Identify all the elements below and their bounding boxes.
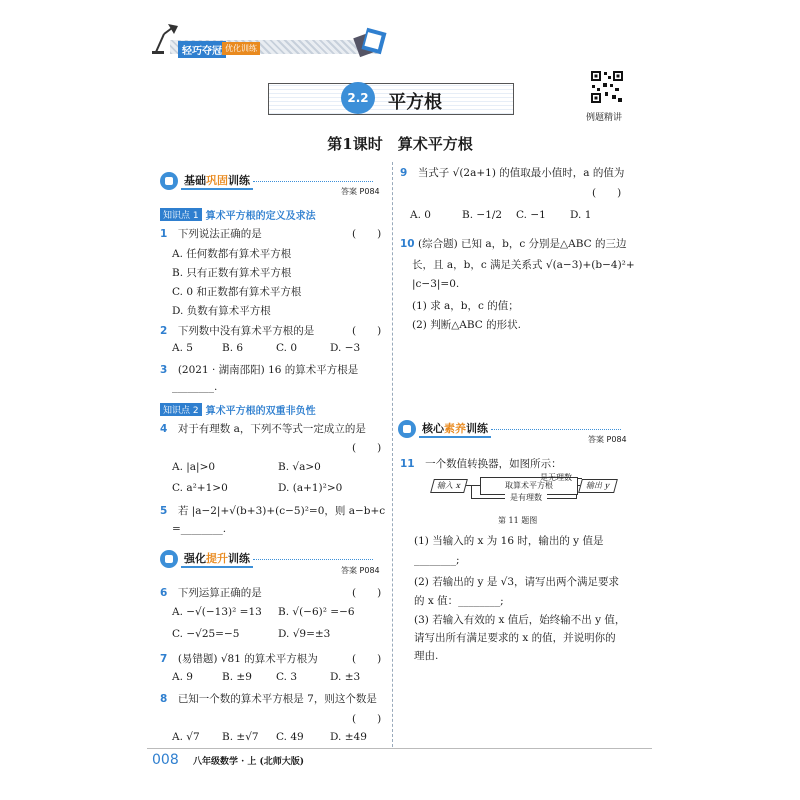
option: A. 9	[172, 671, 193, 683]
option: B. √(−6)² =−6	[278, 606, 355, 618]
section-number: 2.2	[341, 82, 375, 114]
answer-paren[interactable]: ( )	[592, 187, 622, 199]
option: D. √9=±3	[278, 628, 331, 640]
answer-ref-core: 答案 P084	[588, 435, 627, 444]
books-icon	[352, 24, 390, 58]
question-5: 5 若 |a−2|+√(b+3)+(c−5)²=0，则 a−b+c	[160, 505, 386, 517]
lesson-title: 第1课时 算术平方根	[327, 135, 473, 153]
answer-blank[interactable]: 的 x 值：________;	[414, 595, 504, 607]
option: A. −√(−13)² =13	[172, 606, 262, 618]
option: B. 6	[222, 342, 244, 354]
option: C. 49	[276, 731, 304, 743]
question-2: 2 下列数中没有算术平方根的是	[160, 325, 315, 337]
option: C. −√25=−5	[172, 628, 240, 640]
question-4: 4 对于有理数 a，下列不等式一定成立的是	[160, 423, 366, 435]
question-10-line: |c−3|=0.	[412, 278, 460, 290]
book-title: 八年级数学 · 上 (北师大版)	[193, 757, 305, 767]
answer-ref-basic: 答案 P084	[341, 187, 380, 196]
answer-blank[interactable]: ________.	[172, 381, 218, 393]
question-10-line: (1) 求 a，b，c 的值；	[412, 300, 519, 312]
answer-paren[interactable]: ( )	[352, 442, 382, 454]
section-core-icon	[398, 420, 416, 438]
answer-paren[interactable]: ( )	[352, 587, 382, 599]
flow-calc: 取算术平方根	[480, 477, 578, 495]
answer-paren[interactable]: ( )	[352, 653, 382, 665]
flow-rational: 是有理数	[505, 492, 547, 504]
qr-caption: 例题精讲	[586, 113, 623, 123]
option: A. 任何数都有算术平方根	[172, 248, 292, 260]
page-number: 008	[152, 752, 179, 768]
answer-paren[interactable]: ( )	[352, 228, 382, 240]
question-3: 3 (2021 · 湖南邵阳) 16 的算术平方根是	[160, 364, 359, 376]
question-10-line: 长，且 a，b，c 满足关系式 √(a−3)+(b−4)²+	[412, 259, 635, 271]
question-1: 1 下列说法正确的是	[160, 228, 262, 240]
option: B. ±√7	[222, 731, 259, 743]
option: D. (a+1)²>0	[278, 482, 343, 494]
answer-ref-improve: 答案 P084	[341, 566, 380, 575]
question-9: 9 当式子 √(2a+1) 的值取最小值时，a 的值为	[400, 167, 625, 179]
qr-code-icon[interactable]	[590, 70, 624, 104]
option: D. ±49	[330, 731, 367, 743]
section-improve: 强化提升训练	[160, 548, 373, 570]
option: A. 0	[410, 209, 431, 221]
section-improve-icon	[160, 550, 178, 568]
section-basic: 基础巩固训练	[160, 170, 373, 192]
option: A. |a|>0	[172, 461, 216, 473]
answer-blank[interactable]: ________;	[414, 554, 460, 566]
option: B. 只有正数有算术平方根	[172, 267, 292, 279]
brand-logo: 轻巧夺冠	[178, 41, 226, 58]
option: C. 0 和正数都有算术平方根	[172, 286, 302, 298]
question-11-line: 请写出所有满足要求的 x 的值，并说明你的	[414, 632, 616, 644]
knowledge-point-1: 知识点 1 算术平方根的定义及求法	[160, 207, 316, 222]
question-10: 10 (综合题) 已知 a，b，c 分别是△ABC 的三边	[400, 238, 627, 250]
knowledge-point-2: 知识点 2 算术平方根的双重非负性	[160, 402, 316, 417]
question-6: 6 下列运算正确的是	[160, 587, 262, 599]
brand-sub: 优化训练	[222, 42, 260, 55]
answer-paren[interactable]: ( )	[352, 325, 382, 337]
option: B. ±9	[222, 671, 252, 683]
option: A. 5	[172, 342, 193, 354]
flow-output: 输出 y	[578, 479, 618, 493]
option: C. 3	[276, 671, 298, 683]
section-basic-icon	[160, 172, 178, 190]
question-11-line: 理由.	[414, 650, 439, 662]
page-title: 平方根	[388, 92, 442, 113]
answer-blank[interactable]: =________.	[172, 523, 227, 535]
figure-caption: 第 11 题图	[498, 516, 538, 525]
flow-input: 输入 x	[430, 479, 468, 493]
option: D. −3	[330, 342, 361, 354]
question-11-line: (2) 若输出的 y 是 √3，请写出两个满足要求	[414, 576, 620, 588]
question-11-line: (3) 若输入有效的 x 值后，始终输不出 y 值，	[414, 614, 626, 626]
column-divider	[392, 162, 393, 747]
option: D. ±3	[330, 671, 361, 683]
option: B. √a>0	[278, 461, 321, 473]
section-core: 核心素养训练	[398, 418, 621, 440]
question-11-line: (1) 当输入的 x 为 16 时，输出的 y 值是	[414, 535, 604, 547]
option: D. 1	[570, 209, 592, 221]
option: C. a²+1>0	[172, 482, 228, 494]
option: C. 0	[276, 342, 298, 354]
flow-irrational: 是无理数	[540, 473, 572, 482]
question-11: 11 一个数值转换器，如图所示：	[400, 458, 562, 470]
option: A. √7	[172, 731, 200, 743]
option: D. 负数有算术平方根	[172, 305, 271, 317]
question-10-line: (2) 判断△ABC 的形状.	[412, 319, 521, 331]
footer-rule	[147, 748, 652, 749]
option: C. −1	[516, 209, 546, 221]
option: B. −1/2	[462, 209, 503, 221]
question-8: 8 已知一个数的算术平方根是 7，则这个数是	[160, 693, 377, 705]
question-7: 7 (易错题) √81 的算术平方根为	[160, 653, 318, 665]
answer-paren[interactable]: ( )	[352, 713, 382, 725]
